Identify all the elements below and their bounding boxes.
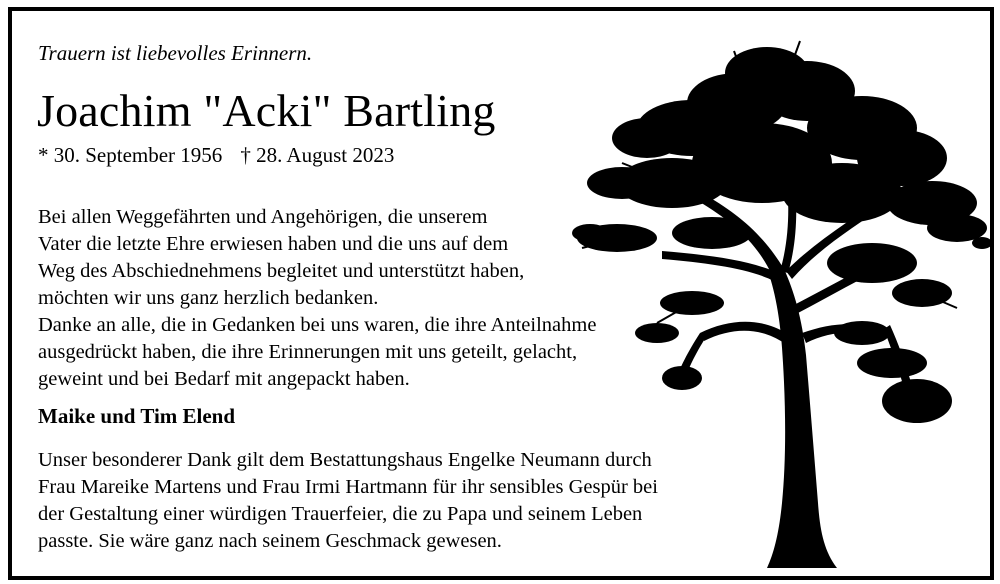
tree-silhouette-icon [562,33,992,568]
text-line: Vater die letzte Ehre erwiesen haben und die uns auf dem [38,233,509,255]
death-date: † 28. August 2023 [240,143,395,167]
thanks-paragraph [38,204,596,393]
text-line: möchten wir uns ganz herzlich bedanken. [38,287,379,309]
text-line: Frau Mareike Martens und Frau Irmi Hartmann für ihr sensibles Gespür bei [38,476,658,498]
text-line: Unser besonderer Dank gilt dem Bestattungshaus Engelke Neumann durch [38,449,652,471]
signature: Maike und Tim Elend [38,404,236,428]
deceased-name: Joachim "Acki" Bartling [37,85,496,136]
text-line: geweint und bei Bedarf mit angepackt haben. [38,368,410,390]
motto: Trauern ist liebevolles Erinnern. [38,41,313,65]
birth-date: * 30. September 1956 [38,143,223,167]
text-line: ausgedrückt haben, die ihre Erinnerungen mit uns geteilt, gelacht, [38,341,578,363]
text-line: Weg des Abschiednehmens begleitet und unterstützt haben, [38,260,525,282]
obituary-notice [8,7,994,580]
text-line: passte. Sie wäre ganz nach seinem Geschmack gewesen. [38,530,502,552]
text-line: der Gestaltung einer würdigen Trauerfeier, die zu Papa und seinem Leben [38,503,643,525]
text-line: Danke an alle, die in Gedanken bei uns waren, die ihre Anteilnahme [38,314,597,336]
life-dates [38,143,394,168]
text-line: Bei allen Weggefährten und Angehörigen, die unserem [38,206,488,228]
